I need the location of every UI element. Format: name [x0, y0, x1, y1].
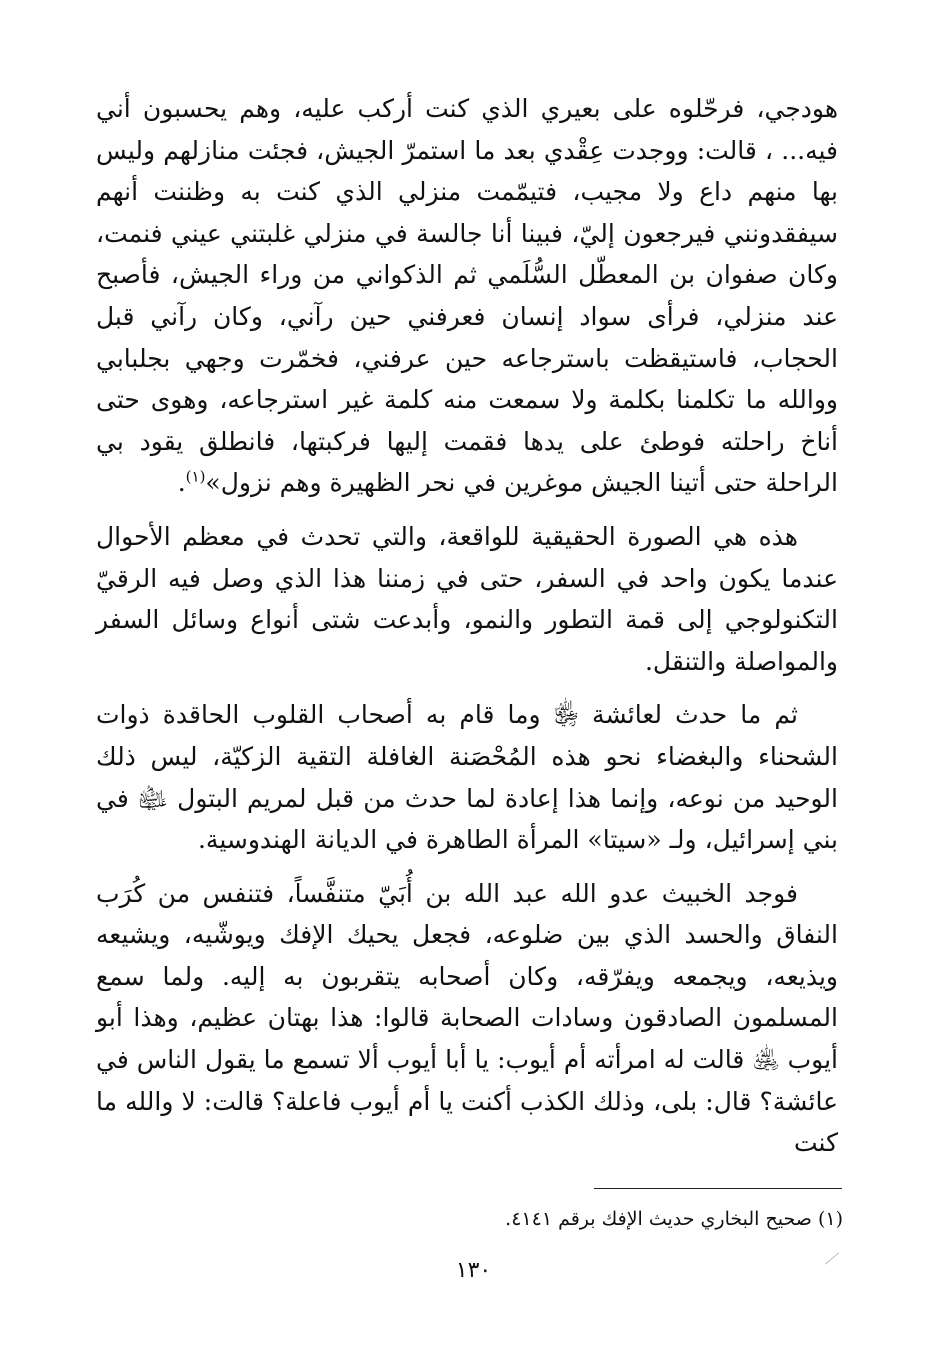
footnote-divider [594, 1188, 842, 1189]
paragraph-4-text: فوجد الخبيث عدو الله عبد الله بن أُبَيّ متنفَّساً، فتنفس من كُرَب النفاق والحسد الذي بين ضلوعه، فجعل يحيك الإفك ويوشّيه، ويشيعه ويذيعه، ويجمعه ويفرّقه، وكان أصحابه يتقربون به إليه. ولما سمع المسلمون الصادقون وسادات الصحابة قالوا: هذا بهتان عظيم، وهذا أبو أيوب ﵁ قالت له امرأته أم أيوب: يا أبا أيوب ألا تسمع ما يقول الناس في عائشة؟ قال: بلى، وذلك الكذب أكنت يا أم أيوب فاعلة؟ قالت: لا والله ما كنت [96, 878, 838, 1158]
footnote-reference[interactable]: (١) [185, 468, 206, 487]
paragraph-2-text: هذه هي الصورة الحقيقية للواقعة، والتي تحدث في معظم الأحوال عندما يكون واحد في السفر، حتى في زمننا هذا الذي وصل فيه الرقيّ التكنولوجي إلى قمة التطور والنمو، وأبدعت شتى أنواع وسائل السفر والمواصلة والتنقل. [96, 521, 838, 676]
paragraph-1-tail: . [177, 468, 186, 498]
footnote [283, 1204, 843, 1234]
main-text [96, 88, 838, 1176]
paragraph-3 [96, 694, 838, 860]
page-number: ١٣٠ [455, 1258, 492, 1283]
paragraph-4 [96, 873, 838, 1164]
paragraph-1-text: هودجي، فرحّلوه على بعيري الذي كنت أركب عليه، وهم يحسبون أني فيه... ، قالت: ووجدت عِقْدي بعد ما استمرّ الجيش، فجئت منازلهم وليس بها منهم داع ولا مجيب، فتيمّمت منزلي الذي كنت به وظننت أنهم سيفقدونني فيرجعون إليّ، فبينا أنا جالسة في منزلي غلبتني عيني فنمت، وكان صفوان بن المعطّل السُّلَمي ثم الذكواني من وراء الجيش، فأصبح عند منزلي، فرأى سواد إنسان فعرفني حين رآني، وكان رآني قبل الحجاب، فاستيقظت باسترجاعه حين عرفني، فخمّرت وجهي بجلبابي ووالله ما تكلمنا بكلمة ولا سمعت منه كلمة غير استرجاعه، وهوى حتى أناخ راحلته فوطئ على يدها فقمت إليها فركبتها، فانطلق يقود بي الراحلة حتى أتينا الجيش موغرين في نحر الظهيرة وهم نزول» [96, 94, 838, 498]
paragraph-2 [96, 516, 838, 682]
paragraph-1 [96, 88, 838, 504]
footnote-text: (١) صحيح البخاري حديث الإفك برقم ٤١٤١. [505, 1208, 843, 1230]
paragraph-3-text: ثم ما حدث لعائشة ﵂ وما قام به أصحاب القلوب الحاقدة ذوات الشحناء والبغضاء نحو هذه المُحْصَنة الغافلة التقية الزكيّة، ليس ذلك الوحيد من نوعه، وإنما هذا إعادة لما حدث من قبل لمريم البتول ﵍ في بني إسرائيل، ولـ «سيتا» المرأة الطاهرة في الديانة الهندوسية. [96, 700, 838, 855]
